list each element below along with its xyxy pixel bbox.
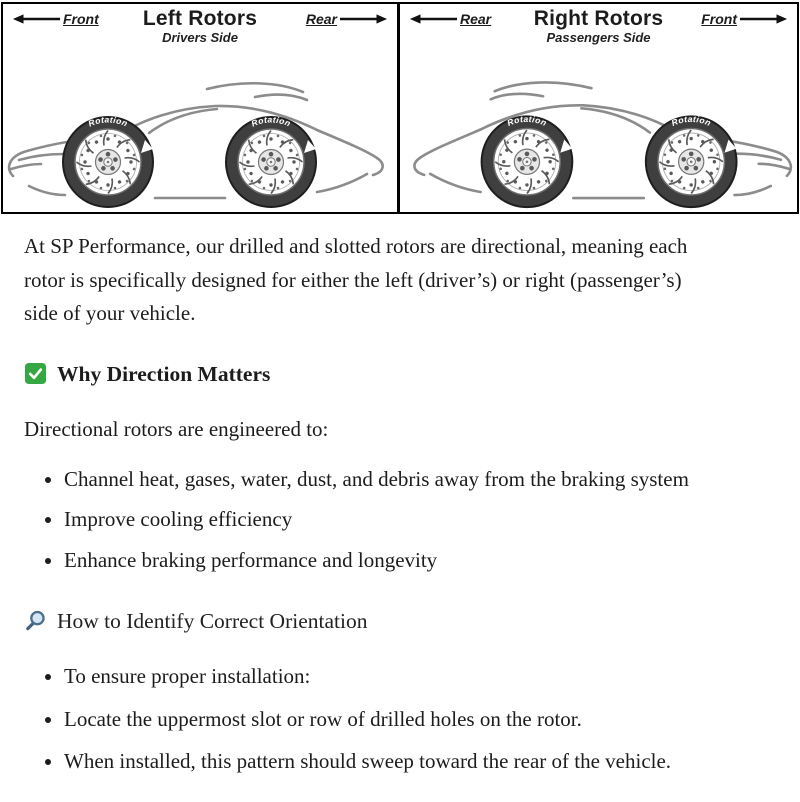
list-item: • Channel heat, gases, water, dust, and debris away from the braking system xyxy=(64,463,692,497)
direction-benefits-list xyxy=(24,463,776,578)
intro-paragraph: At SP Performance, our drilled and slotted rotors are directional, meaning each rotor is specifically designed for either the left (driver’s) or right (passenger’s) side of your vehicle. xyxy=(24,234,688,326)
lead-text: Directional rotors are engineered to: xyxy=(24,417,329,442)
rotor-direction-diagram xyxy=(1,2,799,214)
car-left-side-illustration xyxy=(3,62,397,212)
left-rotors-panel xyxy=(3,4,400,212)
rear-rotor xyxy=(226,114,316,207)
magnifier-icon xyxy=(24,609,47,632)
section-heading-identify-orientation xyxy=(24,604,776,638)
green-check-icon xyxy=(24,362,47,385)
front-rotor xyxy=(646,114,737,207)
car-right-side-illustration xyxy=(400,61,797,212)
list-item: • To ensure proper installation: xyxy=(64,660,692,694)
arrow-left-icon xyxy=(408,13,458,25)
panel-title: Right Rotors xyxy=(533,7,664,30)
rear-direction-label xyxy=(408,11,491,27)
right-rotors-panel xyxy=(400,4,797,212)
front-rotor xyxy=(63,114,153,207)
right-panel-header xyxy=(400,4,797,46)
list-item: • Locate the uppermost slot or row of drilled holes on the rotor. xyxy=(64,703,692,737)
car-silhouette xyxy=(414,82,790,198)
direction-text: Rear xyxy=(305,11,337,27)
front-direction-label xyxy=(701,11,789,27)
heading-text: Why Direction Matters xyxy=(57,361,271,386)
heading-text: How to Identify Correct Orientation xyxy=(57,608,368,633)
product-description xyxy=(0,214,800,779)
direction-text: Front xyxy=(701,11,737,27)
direction-text: Rear xyxy=(460,11,492,27)
panel-subtitle: Passengers Side xyxy=(546,30,651,46)
list-item: • Improve cooling efficiency xyxy=(64,503,692,537)
list-item: • When installed, this pattern should sweep toward the rear of the vehicle. xyxy=(64,745,692,779)
panel-subtitle: Drivers Side xyxy=(162,30,238,46)
direction-text: Front xyxy=(63,11,99,27)
arrow-right-icon xyxy=(339,13,389,25)
section-heading-direction-matters xyxy=(24,357,776,391)
left-panel-header xyxy=(3,4,397,46)
front-direction-label xyxy=(11,11,99,27)
rear-direction-label xyxy=(306,11,389,27)
arrow-right-icon xyxy=(739,13,789,25)
list-item: • Enhance braking performance and longevity xyxy=(64,544,692,578)
arrow-left-icon xyxy=(11,13,61,25)
panel-title: Left Rotors xyxy=(142,7,258,30)
rear-rotor xyxy=(482,114,573,207)
car-silhouette xyxy=(9,83,383,198)
orientation-steps-list xyxy=(24,660,776,779)
